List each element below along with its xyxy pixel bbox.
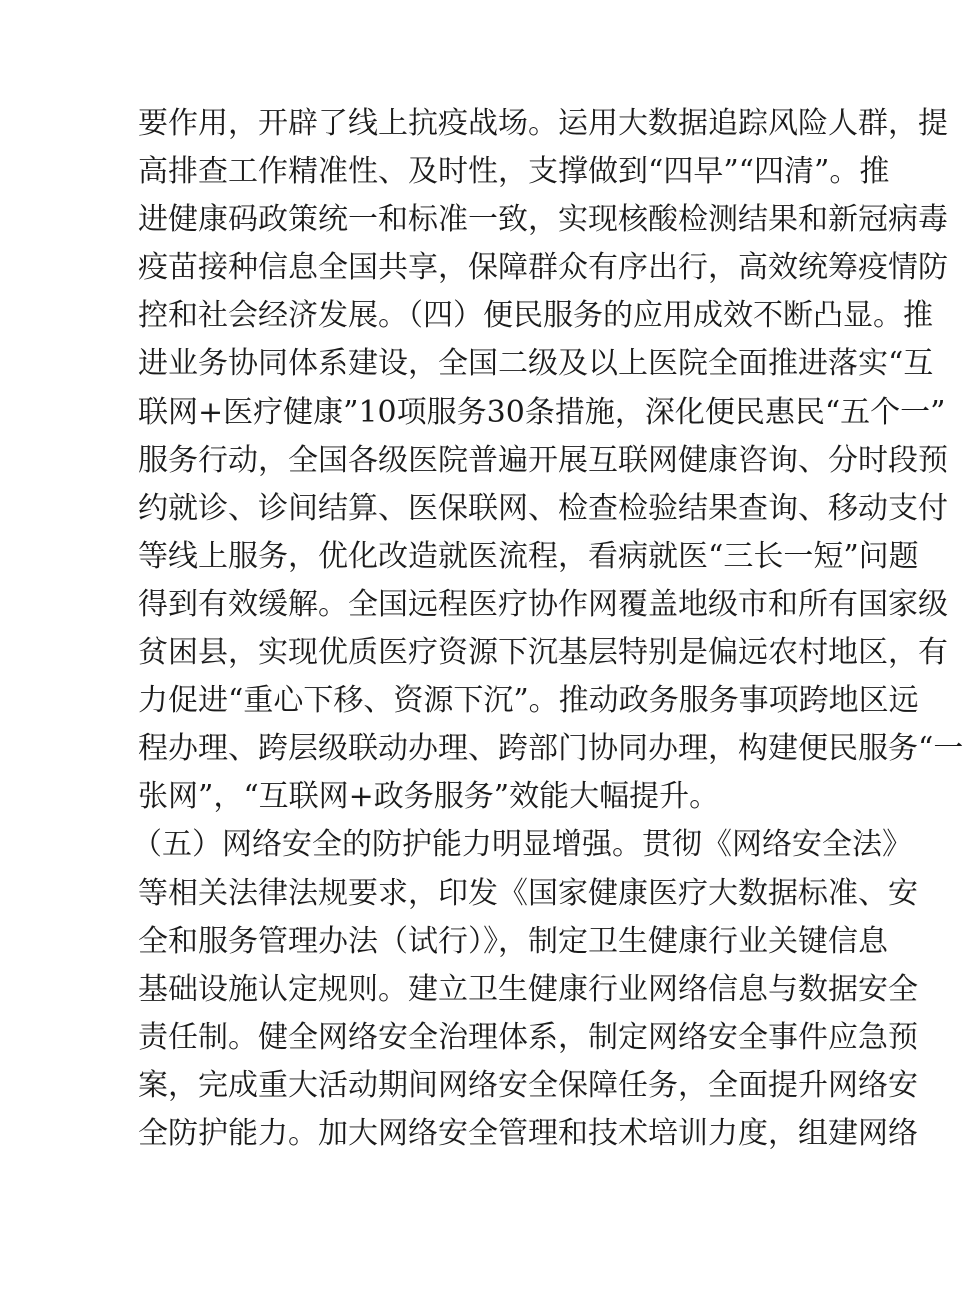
text-line: 高排查工作精准性、及时性，支撑做到“四早”“四清”。推	[138, 154, 890, 190]
text-line: 进业务协同体系建设，全国二级及以上医院全面推进落实“互	[138, 346, 934, 382]
text-line-heading: （五）网络安全的防护能力明显增强。贯彻《网络安全法》	[132, 827, 912, 863]
body-text	[132, 100, 963, 1158]
text-line: 等相关法律法规要求，印发《国家健康医疗大数据标准、安	[138, 875, 918, 911]
text-line: 服务行动，全国各级医院普遍开展互联网健康咨询、分时段预	[138, 442, 948, 478]
text-line: 得到有效缓解。全国远程医疗协作网覆盖地级市和所有国家级	[138, 586, 948, 622]
text-line: 疫苗接种信息全国共享，保障群众有序出行，高效统筹疫情防	[138, 250, 948, 286]
text-line: 责任制。健全网络安全治理体系，制定网络安全事件应急预	[138, 1019, 918, 1055]
text-line: 全和服务管理办法（试行）》，制定卫生健康行业关键信息	[138, 923, 888, 959]
text-line: 张网”，“互联网+政务服务”效能大幅提升。	[138, 779, 720, 815]
text-line: 进健康码政策统一和标准一致，实现核酸检测结果和新冠病毒	[138, 202, 948, 238]
text-line: 全防护能力。加大网络安全管理和技术培训力度，组建网络	[138, 1115, 918, 1151]
text-line: 要作用，开辟了线上抗疫战场。运用大数据追踪风险人群，提	[138, 106, 948, 141]
text-line: 力促进“重心下移、资源下沉”。推动政务服务事项跨地区远	[138, 683, 919, 719]
text-line: 基础设施认定规则。建立卫生健康行业网络信息与数据安全	[138, 971, 918, 1007]
text-line: 案，完成重大活动期间网络安全保障任务，全面提升网络安	[138, 1067, 918, 1103]
text-line: 等线上服务，优化改造就医流程，看病就医“三长一短”问题	[138, 538, 919, 574]
text-line: 程办理、跨层级联动办理、跨部门协同办理，构建便民服务“一	[138, 731, 963, 767]
text-line: 联网+医疗健康”10项服务30条措施，深化便民惠民“五个一”	[138, 394, 946, 430]
text-line: 控和社会经济发展。（四）便民服务的应用成效不断凸显。推	[138, 298, 933, 334]
text-line: 贫困县，实现优质医疗资源下沉基层特别是偏远农村地区，有	[138, 635, 948, 671]
text-line: 约就诊、诊间结算、医保联网、检查检验结果查询、移动支付	[138, 490, 948, 526]
